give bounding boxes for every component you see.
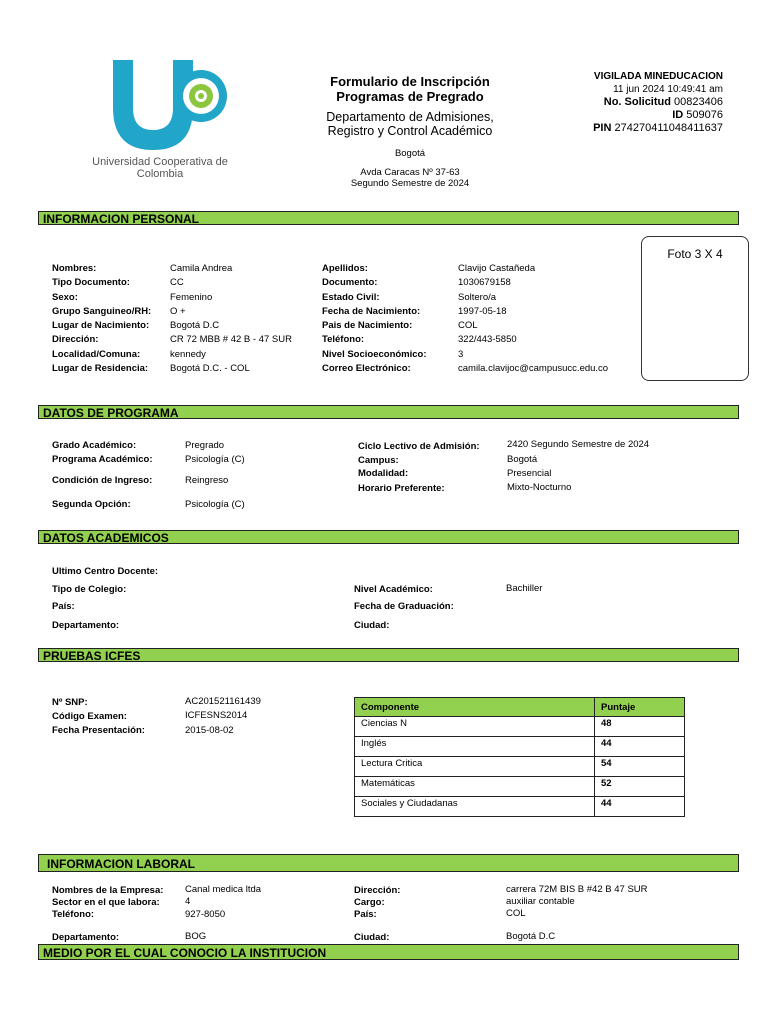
value-condicion: Reingreso xyxy=(185,475,229,486)
label-nivel-academico: Nivel Académico: xyxy=(354,584,433,595)
value-modalidad: Presencial xyxy=(507,468,552,479)
label-departamento: Departamento: xyxy=(52,620,120,631)
value-telefono: 322/443-5850 xyxy=(458,334,517,346)
icfes-scores-table xyxy=(354,697,685,817)
value-sexo: Femenino xyxy=(170,291,213,303)
puntaje-cell: 44 xyxy=(595,797,685,817)
value-cargo: auxiliar contable xyxy=(506,896,575,907)
label-documento: Documento: xyxy=(322,277,378,289)
solicitud-value: 00823406 xyxy=(674,96,723,108)
table-row xyxy=(355,757,685,777)
value-empresa: Canal medica ltda xyxy=(185,884,262,895)
vigilada-label: VIGILADA MINEDUCACION xyxy=(593,71,723,82)
label-sexo: Sexo: xyxy=(52,291,78,303)
section-laboral: INFORMACION LABORAL xyxy=(38,854,739,872)
label-telefono: Teléfono: xyxy=(322,334,365,346)
label-fecha-nacimiento: Fecha de Nacimiento: xyxy=(322,305,421,317)
value-correo: camila.clavijoc@campusucc.edu.co xyxy=(458,363,609,375)
value-fecha-nacimiento: 1997-05-18 xyxy=(458,305,507,317)
label-residencia: Lugar de Residencia: xyxy=(52,363,149,375)
puntaje-cell: 44 xyxy=(595,737,685,757)
header-componente: Componente xyxy=(355,698,595,717)
label-codigo-examen: Código Examen: xyxy=(52,711,127,722)
label-grupo-sanguineo: Grupo Sanguineo/RH: xyxy=(52,305,152,317)
university-name: Universidad Cooperativa de Colombia xyxy=(92,156,228,180)
label-condicion: Condición de Ingreso: xyxy=(52,475,153,486)
label-lugar-nacimiento: Lugar de Nacimiento: xyxy=(52,320,150,332)
label-nivel-socioeconomico: Nivel Socioeconómico: xyxy=(322,348,427,360)
value-nivel-academico: Bachiller xyxy=(506,583,543,594)
puntaje-cell: 52 xyxy=(595,777,685,797)
label-nombres: Nombres: xyxy=(52,263,97,274)
label-tipo-documento: Tipo Documento: xyxy=(52,277,130,289)
value-departamento-empresa: BOG xyxy=(185,931,207,942)
componente-cell: Ciencias N xyxy=(355,717,595,737)
label-empresa: Nombres de la Empresa: xyxy=(52,885,164,896)
label-ciudad-empresa: Ciudad: xyxy=(354,932,390,943)
table-row xyxy=(355,717,685,737)
section-programa: DATOS DE PROGRAMA xyxy=(38,405,739,419)
pin-label: PIN xyxy=(593,122,612,134)
label-cargo: Cargo: xyxy=(354,897,385,908)
department: Departamento de Admisiones, Registro y Control Académico xyxy=(326,110,494,138)
value-documento: 1030679158 xyxy=(458,277,511,289)
section-icfes: PRUEBAS ICFES xyxy=(38,648,739,662)
label-direccion: Dirección: xyxy=(52,334,99,346)
value-grupo-sanguineo: O + xyxy=(170,305,186,317)
value-ciclo: 2420 Segundo Semestre de 2024 xyxy=(507,439,650,450)
componente-cell: Matemáticas xyxy=(355,777,595,797)
label-telefono-empresa: Teléfono: xyxy=(52,909,95,920)
label-localidad: Localidad/Comuna: xyxy=(52,348,141,360)
photo-placeholder: Foto 3 X 4 xyxy=(641,236,749,381)
semester: Segundo Semestre de 2024 xyxy=(350,178,470,189)
value-apellidos: Clavijo Castañeda xyxy=(458,263,536,274)
value-direccion: CR 72 MBB # 42 B - 47 SUR xyxy=(170,334,292,346)
label-sector: Sector en el que labora: xyxy=(52,897,160,908)
componente-cell: Sociales y Ciudadanas xyxy=(355,797,595,817)
puntaje-cell: 54 xyxy=(595,757,685,777)
city: Bogotá xyxy=(394,148,426,159)
table-row xyxy=(355,777,685,797)
label-apellidos: Apellidos: xyxy=(322,263,368,274)
value-programa: Psicología (C) xyxy=(185,454,245,465)
value-grado: Pregrado xyxy=(185,440,225,451)
label-estado-civil: Estado Civil: xyxy=(322,291,380,303)
table-row xyxy=(355,737,685,757)
header-puntaje: Puntaje xyxy=(595,698,685,717)
label-segunda-opcion: Segunda Opción: xyxy=(52,499,131,510)
value-lugar-nacimiento: Bogotá D.C xyxy=(170,320,220,332)
label-correo: Correo Electrónico: xyxy=(322,363,411,375)
value-ciudad-empresa: Bogotá D.C xyxy=(506,931,556,942)
label-fecha-graduacion: Fecha de Graduación: xyxy=(354,601,454,612)
value-nombres: Camila Andrea xyxy=(170,263,233,274)
label-pais-empresa: País: xyxy=(354,909,377,920)
value-campus: Bogotá xyxy=(507,454,538,465)
label-ciudad: Ciudad: xyxy=(354,620,390,631)
value-codigo-examen: ICFESNS2014 xyxy=(185,710,248,721)
value-sector: 4 xyxy=(185,896,191,907)
value-localidad: kennedy xyxy=(170,348,206,360)
form-subtitle: Programas de Pregrado xyxy=(336,89,484,104)
value-direccion-empresa: carrera 72M BIS B #42 B 47 SUR xyxy=(506,884,648,895)
label-modalidad: Modalidad: xyxy=(358,468,409,479)
table-row xyxy=(355,797,685,817)
label-pais: País: xyxy=(52,601,75,612)
address: Avda Caracas Nº 37-63 xyxy=(360,167,460,178)
value-segunda-opcion: Psicología (C) xyxy=(185,499,245,510)
value-estado-civil: Soltero/a xyxy=(458,291,497,303)
value-nivel-socioeconomico: 3 xyxy=(458,348,464,360)
label-pais-nacimiento: Pais de Nacimiento: xyxy=(322,320,413,332)
componente-cell: Lectura Critica xyxy=(355,757,595,777)
value-pais-empresa: COL xyxy=(506,908,526,919)
value-residencia: Bogotá D.C. - COL xyxy=(170,363,250,375)
section-academicos: DATOS ACADEMICOS xyxy=(38,530,739,544)
label-direccion-empresa: Dirección: xyxy=(354,885,401,896)
value-fecha-presentacion: 2015-08-02 xyxy=(185,725,234,736)
label-campus: Campus: xyxy=(358,455,399,466)
label-snp: Nº SNP: xyxy=(52,697,88,708)
solicitud-label: No. Solicitud xyxy=(603,96,671,108)
label-ultimo-centro: Ultimo Centro Docente: xyxy=(52,566,159,577)
label-departamento-empresa: Departamento: xyxy=(52,932,120,943)
label-grado: Grado Académico: xyxy=(52,440,137,451)
id-value: 509076 xyxy=(686,109,723,121)
label-fecha-presentacion: Fecha Presentación: xyxy=(52,725,145,736)
label-tipo-colegio: Tipo de Colegio: xyxy=(52,584,127,595)
label-horario: Horario Preferente: xyxy=(358,483,445,494)
section-personal: INFORMACION PERSONAL xyxy=(38,211,739,225)
id-label: ID xyxy=(672,109,684,121)
value-telefono-empresa: 927-8050 xyxy=(185,909,226,920)
table-header-row xyxy=(355,698,685,717)
form-title: Formulario de Inscripción xyxy=(330,74,490,89)
puntaje-cell: 48 xyxy=(595,717,685,737)
value-horario: Mixto-Nocturno xyxy=(507,482,572,493)
section-medio: MEDIO POR EL CUAL CONOCIO LA INSTITUCION xyxy=(38,944,739,960)
label-ciclo: Ciclo Lectivo de Admisión: xyxy=(358,441,480,452)
value-tipo-documento: CC xyxy=(170,277,184,289)
componente-cell: Inglés xyxy=(355,737,595,757)
label-programa: Programa Académico: xyxy=(52,454,153,465)
datetime: 11 jun 2024 10:49:41 am xyxy=(613,84,723,95)
value-pais-nacimiento: COL xyxy=(458,320,478,332)
value-snp: AC201521161439 xyxy=(185,696,261,707)
pin-value: 274270411048411637 xyxy=(614,122,723,134)
